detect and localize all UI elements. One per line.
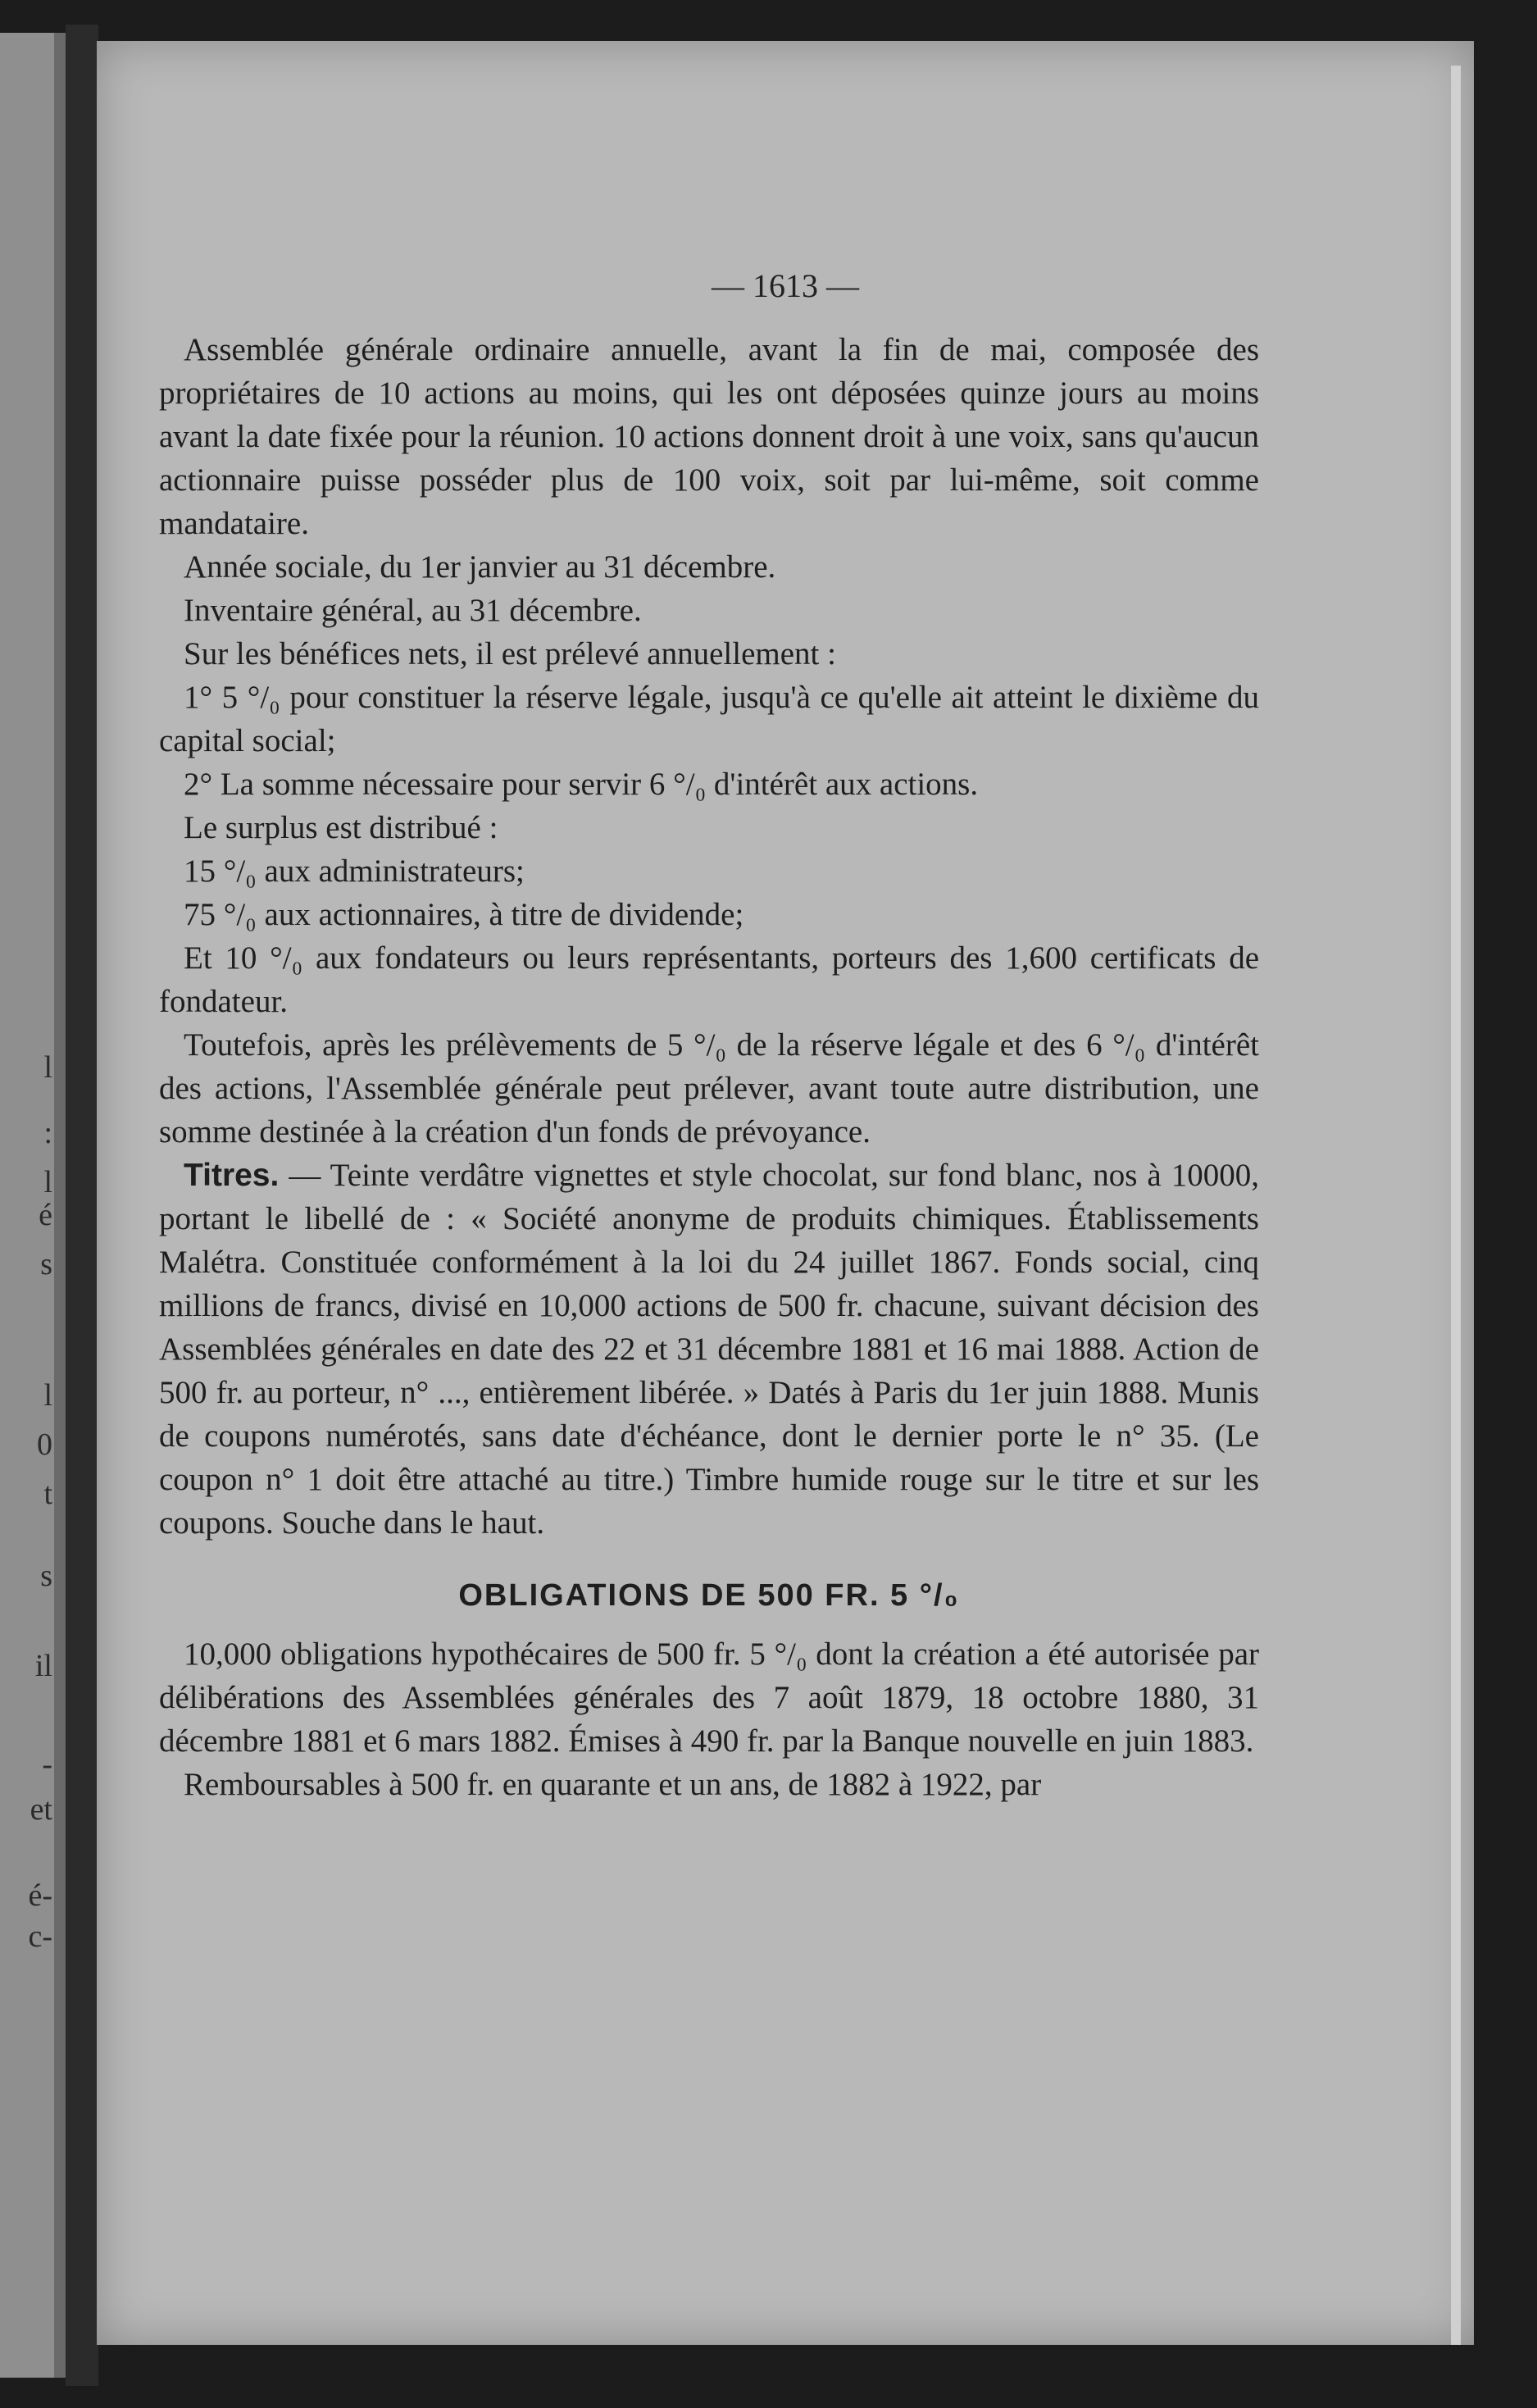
- paragraph-reserve-legale: 1° 5 °/₀ pour constituer la réserve légale, jusqu'à ce qu'elle ait atteint le dixième du capital social;: [159, 680, 1259, 758]
- page-number: — 1613 —: [712, 267, 859, 304]
- paragraph-remboursables: Remboursables à 500 fr. en quarante et un ans, de 1882 à 1922, par: [184, 1767, 1042, 1802]
- paragraph-surplus: Le surplus est distribué :: [184, 810, 498, 845]
- document-page: [97, 41, 1474, 2345]
- paragraph-benefices: Sur les bénéfices nets, il est prélevé annuellement :: [184, 636, 836, 671]
- paragraph-fondateurs: Et 10 °/₀ aux fondateurs ou leurs représentants, porteurs des 1,600 certificats de fondateur.: [159, 940, 1259, 1019]
- left-page-fragment: l: [43, 1165, 52, 1199]
- book-spine: [66, 25, 98, 2386]
- paragraph-toutefois: Toutefois, après les prélèvements de 5 °/₀ de la réserve légale et des 6 °/₀ d'intérêt des actions, l'Assemblée générale peut prélever, avant toute autre distribution, une somme destinée à la création d'un fonds de prévoyance.: [159, 1027, 1259, 1149]
- left-page-edge: [0, 33, 66, 2378]
- paragraph-inventaire: Inventaire général, au 31 décembre.: [184, 593, 642, 628]
- left-page-fragment: s: [40, 1559, 52, 1593]
- left-page-fragment: l: [43, 1378, 52, 1413]
- left-page-fragment: :: [43, 1116, 52, 1150]
- left-page-fragment: et: [30, 1792, 52, 1827]
- paragraph-assemblee: Assemblée générale ordinaire annuelle, avant la fin de mai, composée des propriétaires de 10 actions au moins, qui les ont déposées quinze jours au moins avant la date fixée pour la réunion. 10 actions donnent droit à une voix, sans qu'aucun actionnaire puisse posséder plus de 100 voix, soit par lui-même, soit comme mandataire.: [159, 332, 1259, 541]
- left-page-fragment: é: [39, 1198, 52, 1232]
- left-page-fragment: é-: [28, 1878, 52, 1913]
- paragraph-administrateurs: 15 °/₀ aux administrateurs;: [184, 853, 525, 889]
- paragraph-actionnaires: 75 °/₀ aux actionnaires, à titre de dividende;: [184, 897, 744, 932]
- section-heading-obligations: OBLIGATIONS DE 500 FR. 5 °/₀: [458, 1578, 960, 1613]
- paragraph-interet-actions: 2° La somme nécessaire pour servir 6 °/₀ d'intérêt aux actions.: [184, 767, 979, 802]
- page-body: [159, 328, 1259, 1806]
- left-page-fragment: il: [34, 1649, 52, 1683]
- left-page-fragment: t: [43, 1477, 52, 1511]
- left-page-fragment: 0: [37, 1427, 52, 1462]
- left-page-fragment: s: [40, 1247, 52, 1281]
- left-page-gutter: [54, 33, 66, 2378]
- paragraph-obligations: 10,000 obligations hypothécaires de 500 fr. 5 °/₀ dont la création a été autorisée par délibérations des Assemblées générales des 7 août 1879, 18 octobre 1880, 31 décembre 1881 et 6 mars 1882. Émises à 490 fr. par la Banque nouvelle en juin 1883.: [159, 1636, 1259, 1759]
- left-page-fragment: l: [43, 1050, 52, 1085]
- left-page-fragment: c-: [28, 1919, 52, 1954]
- paragraph-titres: [159, 1154, 1259, 1545]
- titres-text: — Teinte verdâtre vignettes et style chocolat, sur fond blanc, nos à 10000, portant le libellé de : « Société anonyme de produits chimiques. Établissements Malétra. Constituée conformément à la loi du 24 juillet 1867. Fonds social, cinq millions de francs, divisé en 10,000 actions de 500 fr. chacune, suivant décision des Assemblées générales en date des 22 et 31 décembre 1881 et 16 mai 1888. Action de 500 fr. au porteur, n° ..., entièrement libérée. » Datés à Paris du 1er juin 1888. Munis de coupons numérotés, sans date d'échéance, dont le dernier porte le n° 35. (Le coupon n° 1 doit être attaché au titre.) Timbre humide rouge sur le titre et sur les coupons. Souche dans le haut.: [159, 1158, 1259, 1541]
- left-page-fragment: -: [42, 1747, 52, 1782]
- titres-lead: Titres.: [184, 1158, 280, 1193]
- paragraph-annee-sociale: Année sociale, du 1er janvier au 31 décembre.: [184, 549, 776, 585]
- page-edge: [1451, 66, 1461, 2345]
